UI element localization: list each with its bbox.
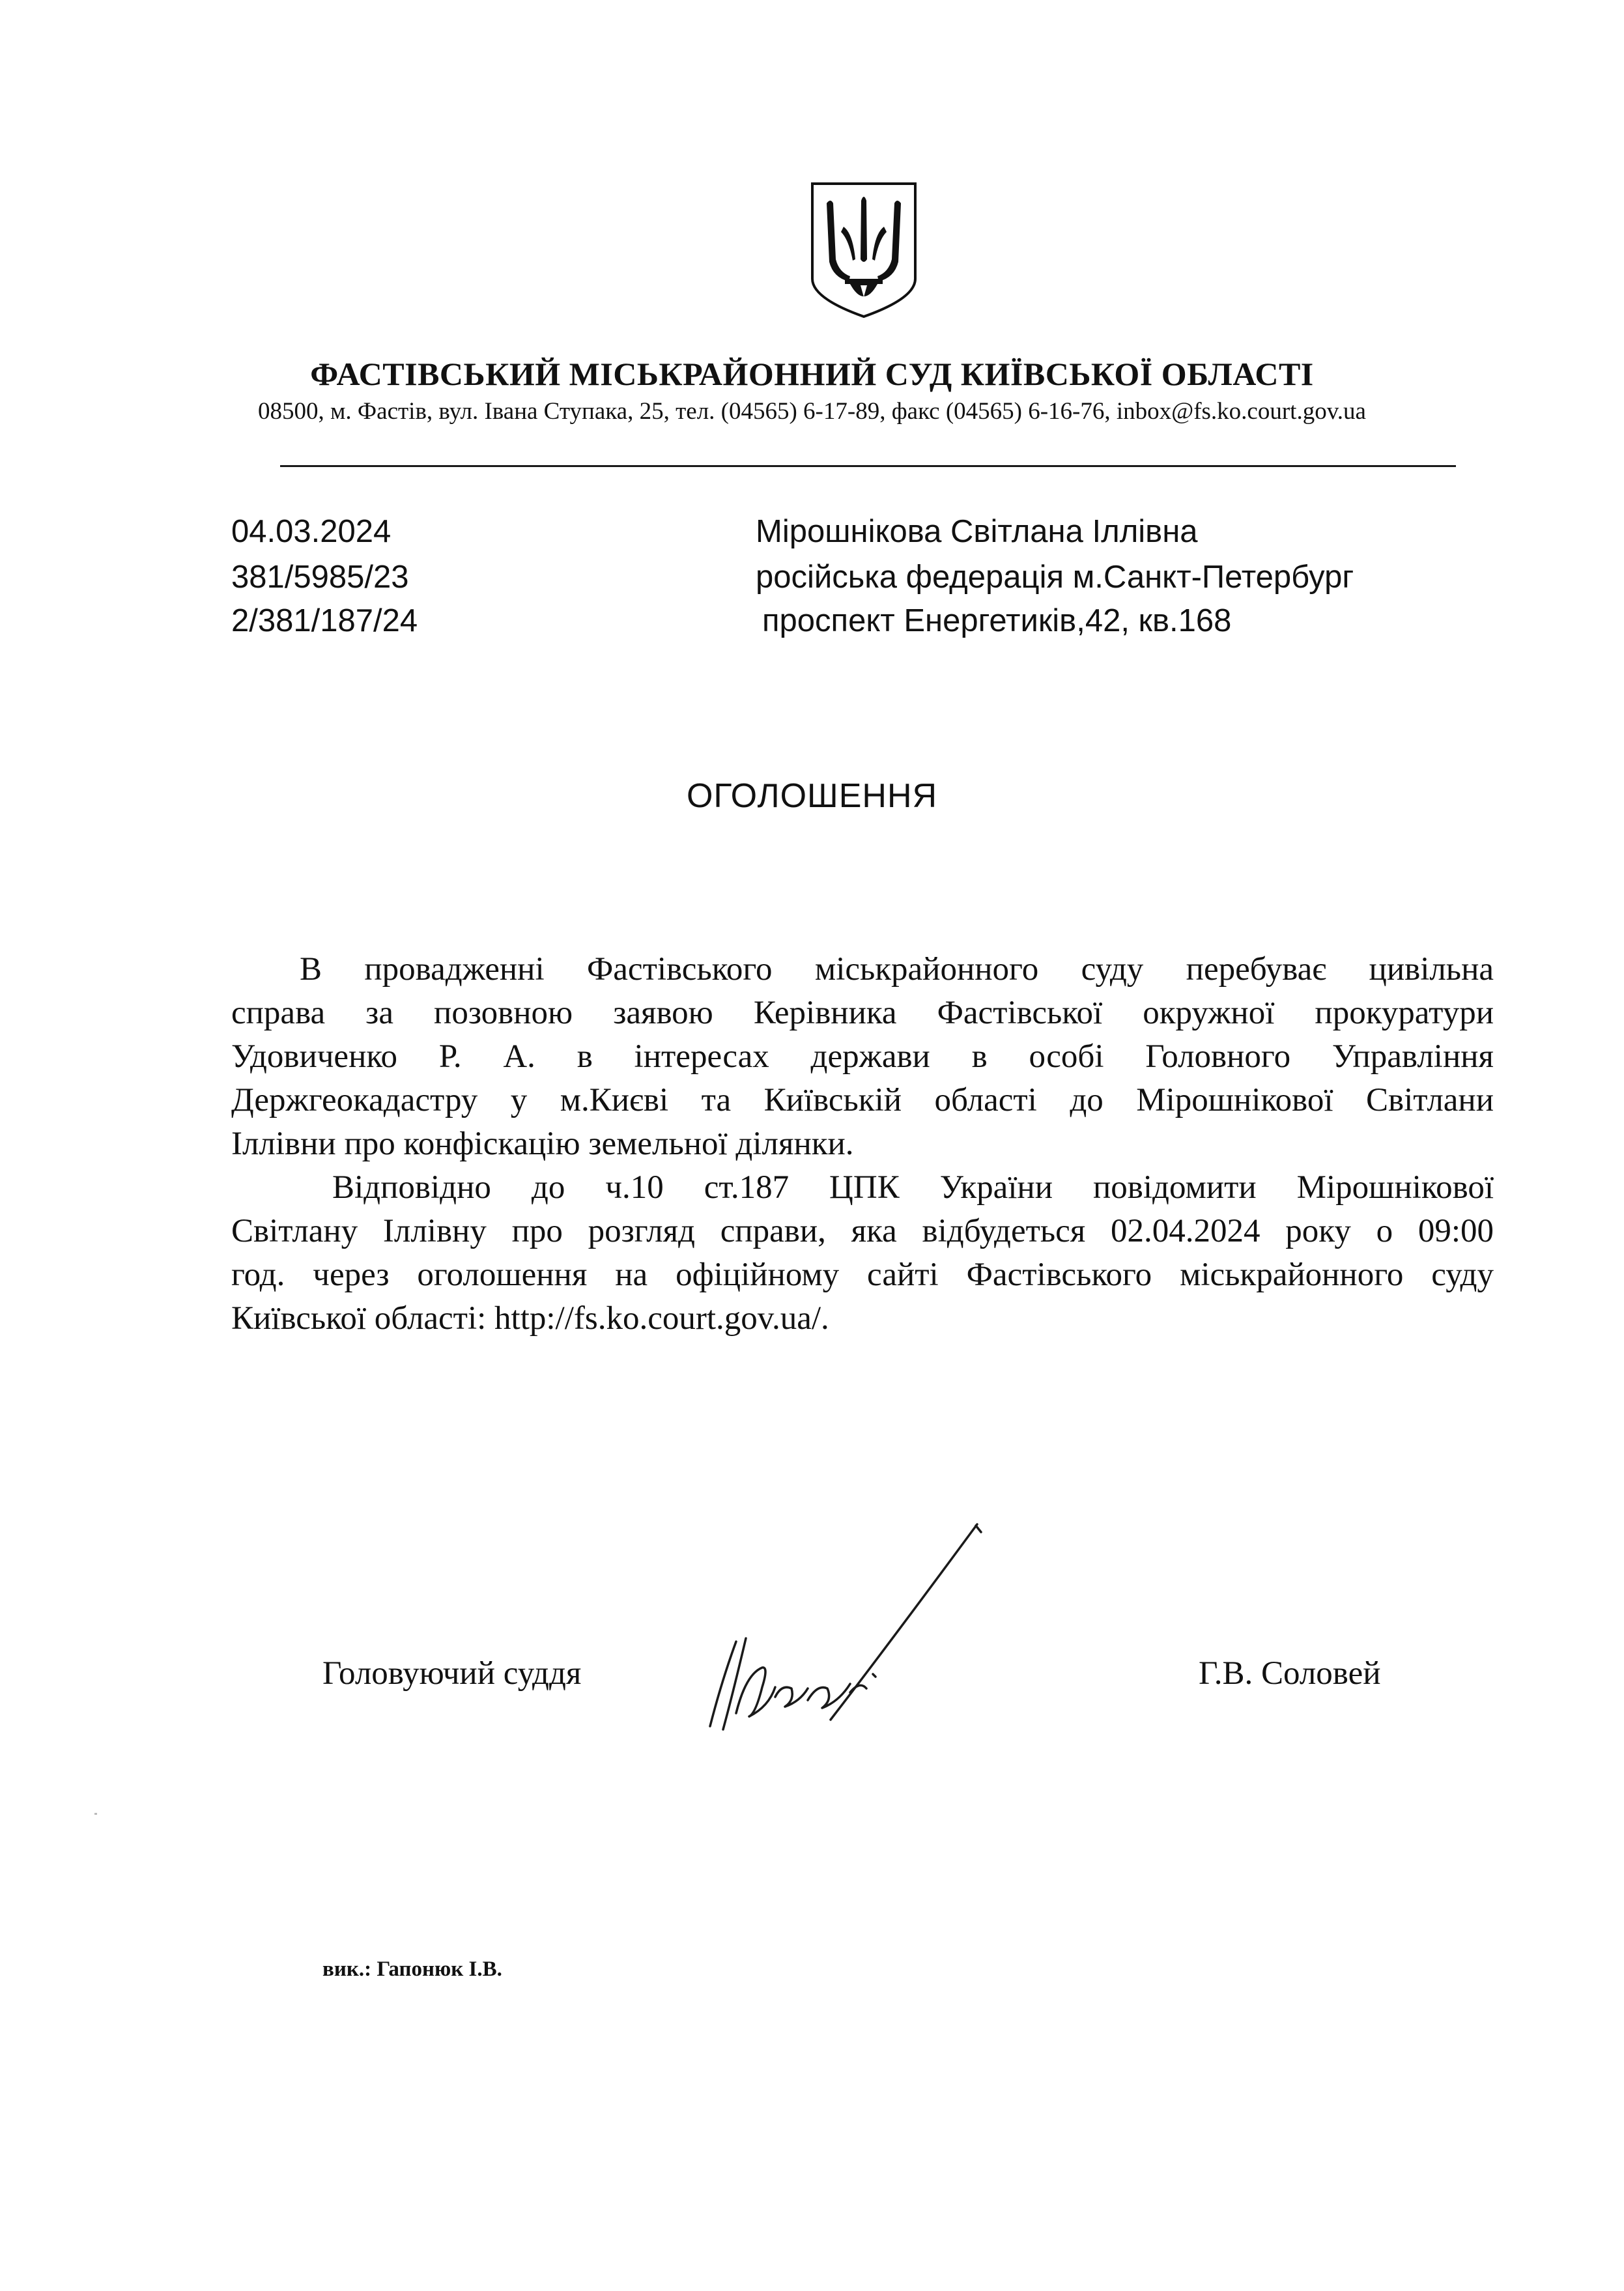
addressee-country-city: російська федерація м.Санкт-Петербург <box>756 560 1354 595</box>
header-divider <box>280 465 1456 467</box>
document-title: ОГОЛОШЕННЯ <box>686 777 938 815</box>
document-date: 04.03.2024 <box>231 514 392 549</box>
addressee-name: Мірошнікова Світлана Іллівна <box>756 514 1198 549</box>
court-contacts: 08500, м. Фастів, вул. Івана Ступака, 25, тел. (04565) 6-17-89, факс (04565) 6-16-76, inbox@fs.ko.court.gov.ua <box>258 398 1366 425</box>
addressee-street: проспект Енергетиків,42, кв.168 <box>762 603 1232 638</box>
ukraine-coat-of-arms-icon <box>810 181 918 319</box>
outgoing-number: 2/381/187/24 <box>231 603 418 638</box>
scan-artifact <box>94 1813 97 1815</box>
case-number: 381/5985/23 <box>231 560 409 595</box>
body-line: год. через оголошення на офіційному сайті Фастівського міськрайонного суду <box>231 1257 1494 1293</box>
body-line: Удовиченко Р. А. в інтересах держави в особі Головного Управління <box>231 1038 1494 1075</box>
court-name: ФАСТІВСЬКИЙ МІСЬКРАЙОННИЙ СУД КИЇВСЬКОЇ ОБЛАСТІ <box>310 356 1314 392</box>
body-line: В провадженні Фастівського міськрайонного суду перебуває цивільна <box>300 951 1494 988</box>
handwritten-signature <box>671 1518 1010 1733</box>
body-line: Іллівни про конфіскацію земельної ділянки. <box>231 1126 854 1162</box>
body-line: Світлану Іллівну про розгляд справи, яка відбудеться 02.04.2024 року о 09:00 <box>231 1213 1494 1249</box>
body-line: Відповідно до ч.10 ст.187 ЦПК України повідомити Мірошнікової <box>332 1169 1494 1206</box>
signatory-role: Головуючий суддя <box>322 1655 582 1692</box>
body-line: Київської області: http://fs.ko.court.gov.ua/. <box>231 1300 829 1337</box>
judge-name: Г.В. Соловей <box>1199 1655 1381 1692</box>
executor-note: вик.: Гапонюк І.В. <box>322 1957 502 1981</box>
body-line: Держгеокадастру у м.Києві та Київській області до Мірошнікової Світлани <box>231 1082 1494 1118</box>
body-line: справа за позовною заявою Керівника Фастівської окружної прокуратури <box>231 995 1494 1031</box>
